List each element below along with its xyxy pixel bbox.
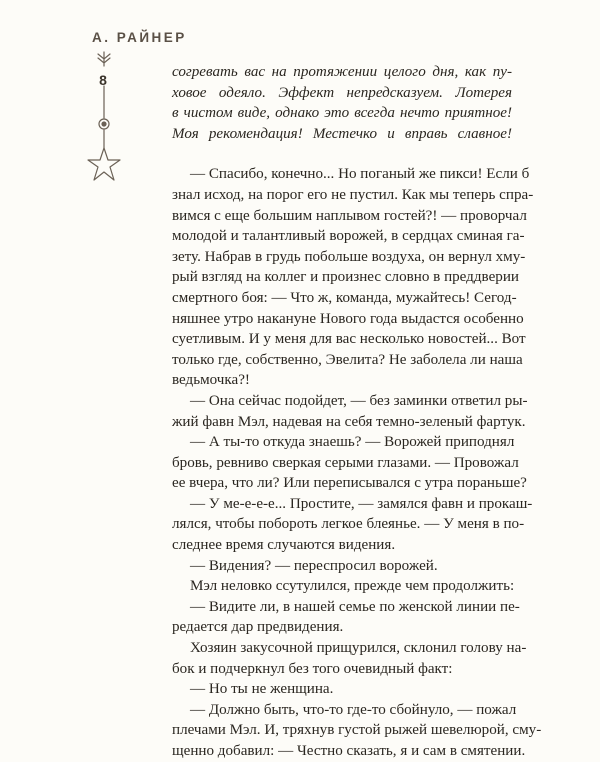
italic-line: ховое одеяло. Эффект непредсказуем. Лотерея — [172, 84, 512, 101]
text-line: Мэл неловко ссутулился, прежде чем продолжить: — [190, 578, 515, 595]
text-line: рый взгляд на коллег и произнес словно в преддверии — [172, 269, 519, 286]
text-line: щенно добавил: — Честно сказать, я и сам в смятении. — [172, 743, 526, 759]
text-line: Хозяин закусочной прищурился, склонил голову на- — [190, 640, 527, 657]
text-line: следнее время случаются видения. — [172, 537, 396, 554]
running-header-author: А. РАЙНЕР — [92, 30, 187, 45]
text-line: няшнее утро накануне Нового года выдастся особенно — [172, 310, 524, 327]
page-number: 8 — [99, 72, 107, 88]
text-line: бровь, ревниво сверкая серыми глазами. — Провожал — [172, 454, 519, 471]
text-line: — Должно быть, что-то где-то сбойнуло, — пожал — [190, 701, 517, 718]
italic-line: согревать вас на протяжении целого дня, как пу- — [172, 64, 512, 80]
italic-line: Моя рекомендация! Местечко и вправь славное! — [172, 125, 512, 142]
text-line: жий фавн Мэл, надевая на себя темно-зеленый фартук. — [172, 413, 526, 430]
text-line: только где, собственно, Эвелита? Не заболела ли наша — [172, 351, 523, 368]
text-line: знал исход, на порог его не пустил. Как мы теперь спра- — [172, 186, 534, 203]
text-line: плечами Мэл. И, тряхнув густой рыжей шевелюрой, сму- — [172, 722, 542, 739]
hanging-star-ornament — [82, 46, 126, 196]
text-line: молодой и талантливый ворожей, в сердцах сминая га- — [172, 228, 525, 245]
text-line: — Спасибо, конечно... Но поганый же пикси! Если б — [190, 166, 530, 183]
text-line: ее вчера, что ли? Или переписывался с утра пораньше? — [172, 475, 527, 492]
text-line: смертного боя: — Что ж, команда, мужайтесь! Сегод- — [172, 289, 517, 306]
text-line: редается дар предвидения. — [172, 619, 344, 636]
text-line: суетливым. И у меня для вас несколько новостей... Вот — [172, 331, 526, 348]
branch-icon — [98, 52, 110, 66]
text-line: вимся с еще большим наплывом гостей?! — проворчал — [172, 207, 527, 224]
text-line: — А ты-то откуда знаешь? — Ворожей приподнял — [190, 434, 515, 451]
text-line: — Но ты не женщина. — [190, 681, 334, 698]
star-icon — [88, 148, 120, 180]
italic-line: в чистом виде, однако это всегда нечто приятное! — [172, 105, 512, 122]
text-line: — Видения? — переспросил ворожей. — [190, 557, 438, 574]
text-line: ведьмочка?! — [172, 372, 250, 389]
text-line: — У ме-е-е-е... Простите, — замялся фавн и прокаш- — [190, 495, 533, 512]
text-line: — Видите ли, в нашей семье по женской линии пе- — [190, 598, 520, 615]
text-line: — Она сейчас подойдет, — без заминки ответил ры- — [190, 392, 528, 409]
text-line: бок и подчеркнул без того очевидный факт: — [172, 660, 453, 677]
text-line: зету. Набрав в грудь побольше воздуха, он вернул хму- — [172, 248, 526, 265]
text-line: лялся, чтобы побороть легкое блеянье. — У меня в по- — [172, 516, 525, 533]
page-text — [172, 62, 542, 762]
